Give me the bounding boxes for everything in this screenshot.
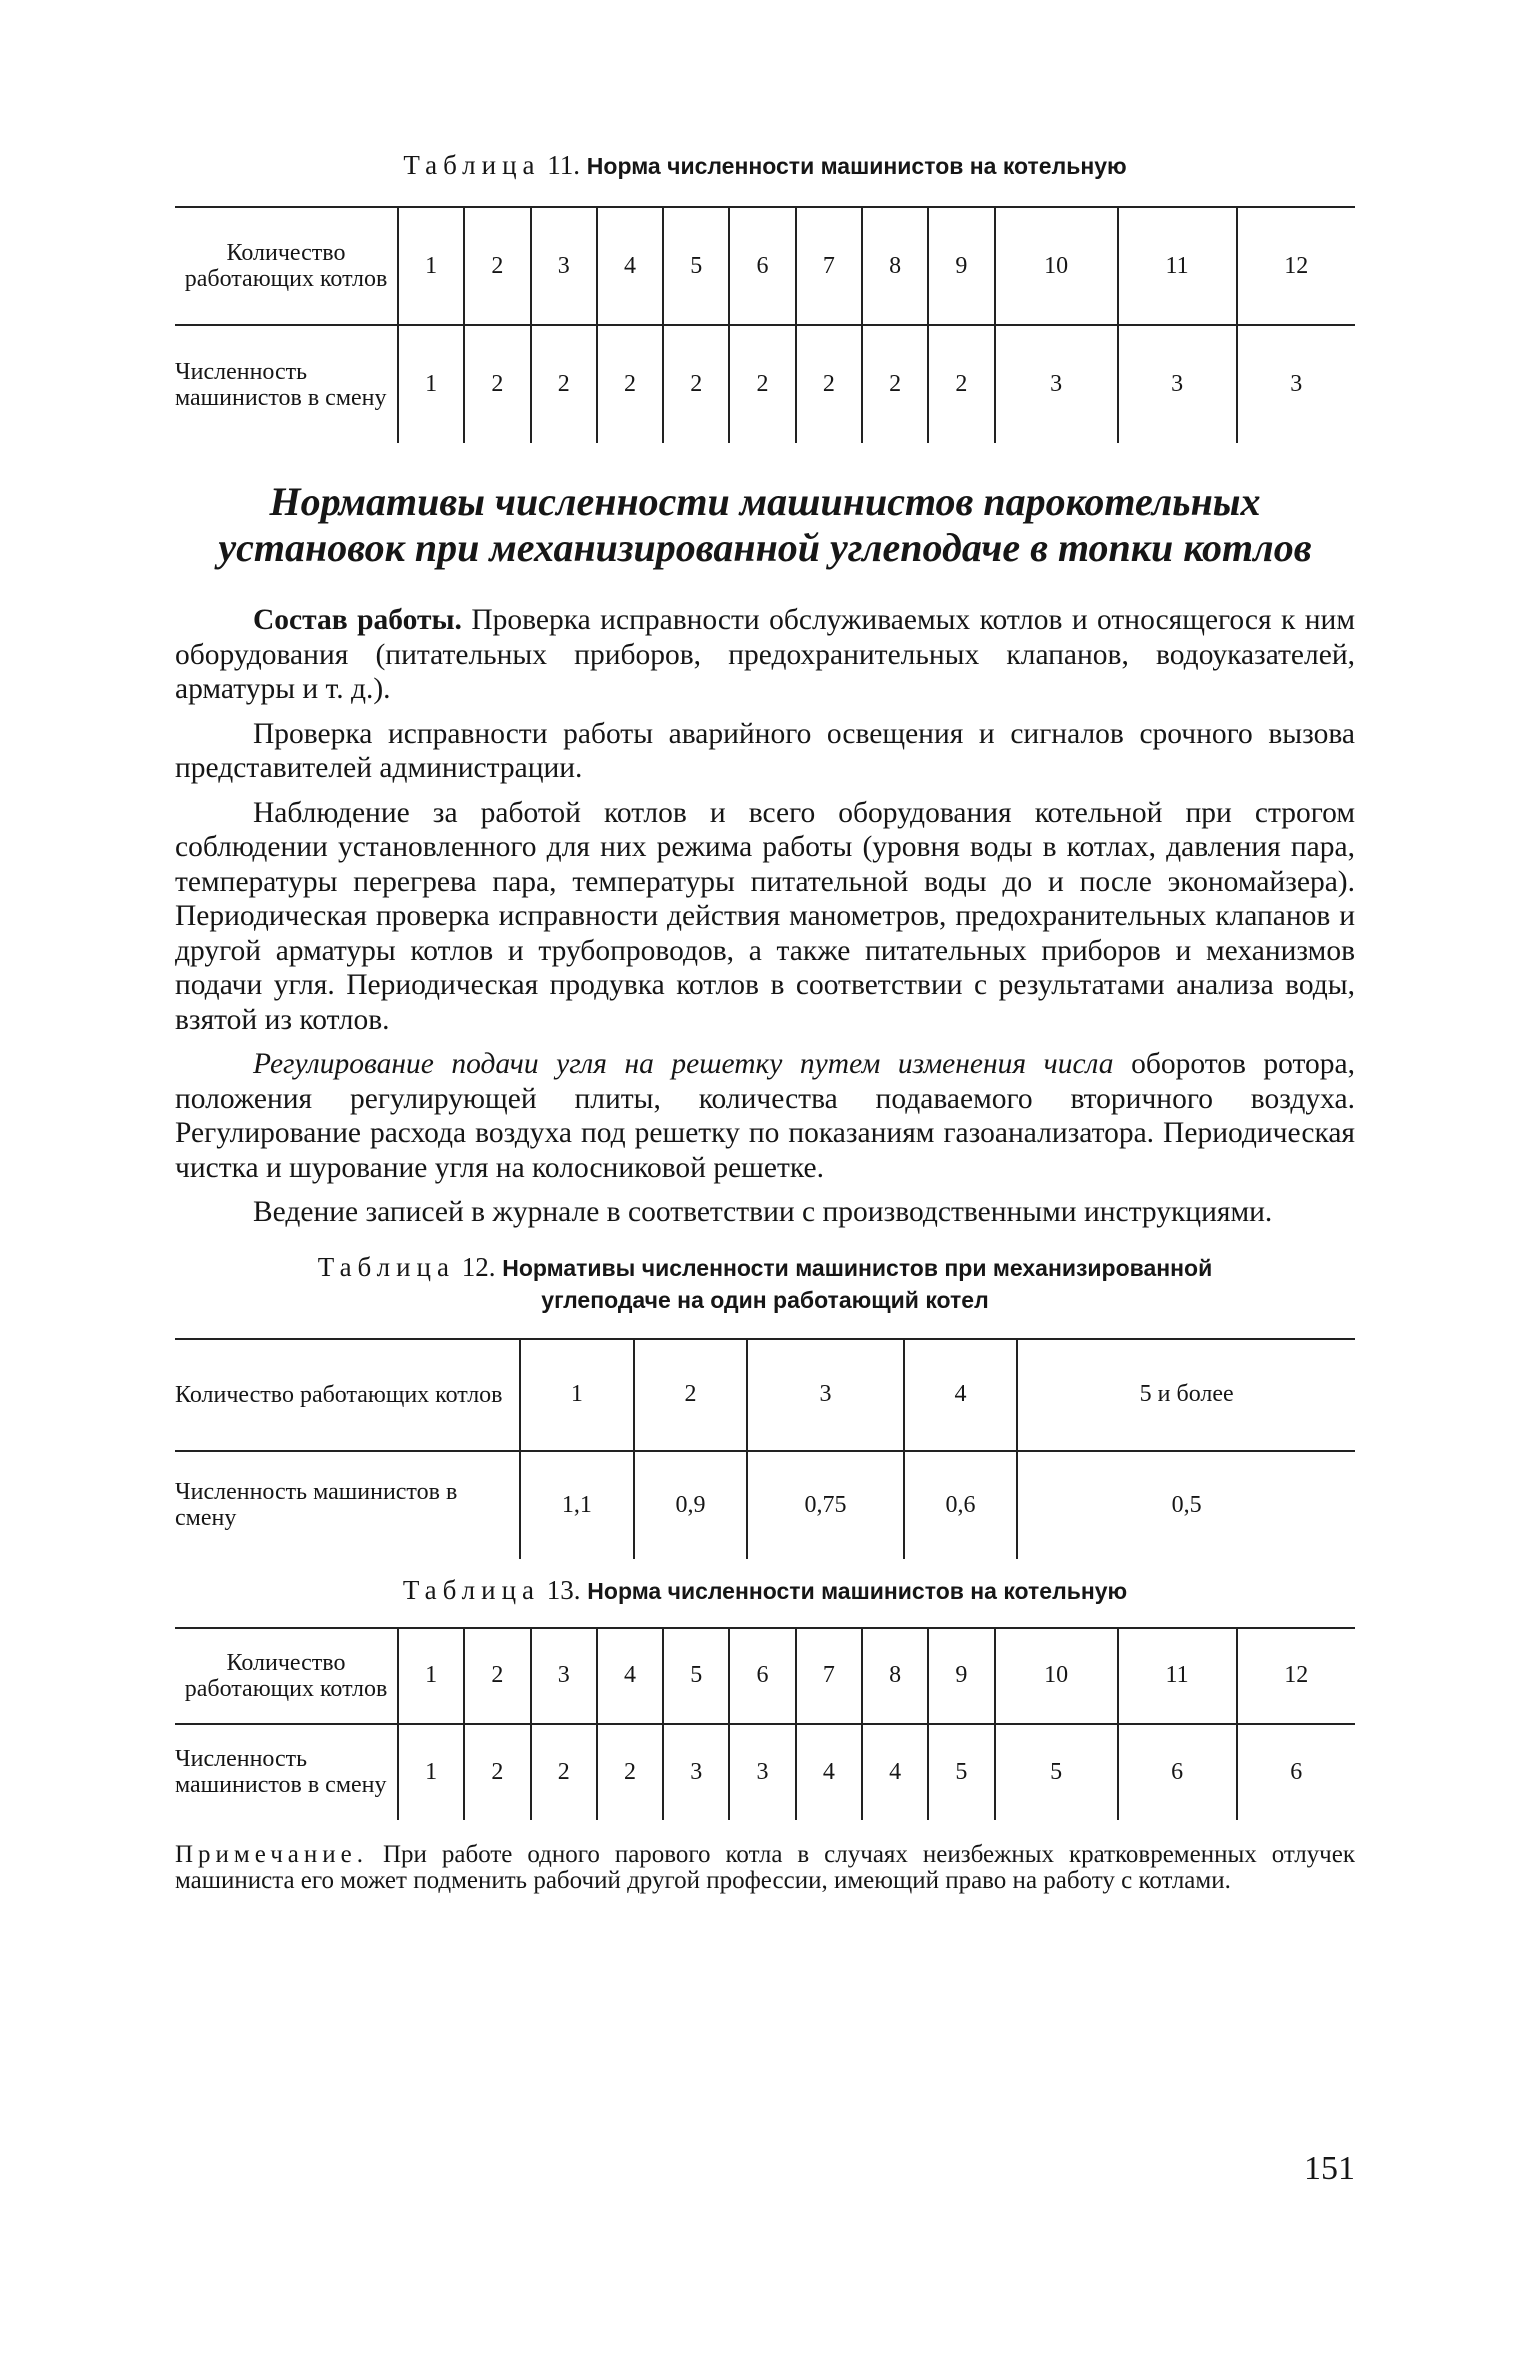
t12-row2-cell: 0,9 [634,1451,748,1559]
t12-row2-cell: 0,5 [1017,1451,1355,1559]
t11-row1-cell: 10 [995,207,1118,325]
t11-row2-cell: 2 [729,325,795,443]
table-11 [175,206,1355,443]
t12-row2-cell: 0,6 [904,1451,1018,1559]
t11-row2-cell: 2 [531,325,597,443]
table-11-number: 11. [547,150,581,180]
table-13-row-count [175,1628,1355,1724]
t13-row2-cell: 2 [531,1724,597,1820]
t12-row1-cell: 1 [520,1339,634,1451]
t13-row2-cell: 2 [597,1724,663,1820]
t11-row2-cell: 3 [1237,325,1355,443]
t11-row2-cell: 3 [1118,325,1237,443]
t13-row1-cell: 9 [928,1628,994,1724]
table-12-number: 12. [461,1251,496,1282]
table-13-row2-header: Численность машинистов в смену [175,1724,398,1820]
table-13-label: Таблица [402,1574,541,1605]
table-13-number: 13. [546,1574,581,1605]
t13-row2-cell: 2 [464,1724,530,1820]
table-12-title-line1: Нормативы численности машинистов при механизированной [502,1254,1213,1281]
table-11-row1-header: Количество работающих котлов [175,207,398,325]
t12-row2-cell: 1,1 [520,1451,634,1559]
t11-row2-cell: 2 [862,325,928,443]
body-text [175,603,1355,1230]
table-11-row-count [175,207,1355,325]
table-12-caption [175,1252,1355,1316]
t13-row1-cell: 11 [1118,1628,1237,1724]
table-13 [175,1627,1355,1820]
table-11-label: Таблица [403,150,541,180]
t11-row1-cell: 1 [398,207,464,325]
t11-row2-cell: 1 [398,325,464,443]
t11-row2-cell: 2 [796,325,862,443]
t11-row2-cell: 2 [663,325,729,443]
paragraph-lead: Состав работы. [253,604,462,636]
paragraph-records: Ведение записей в журнале в соответствии с производственными инструкциями. [253,1196,1273,1228]
table-12-row2-header: Численность машинистов в смену [175,1451,520,1559]
table-12-row1-header: Количество работающих котлов [175,1339,520,1451]
paragraph-observation: Наблюдение за работой котлов и всего оборудования котельной при строгом соблюдении установленного для них режима работы (уровня воды в котлах, давления пара, температуры перегрева пара, температуры питательной воды до и после экономайзера). Периодическая проверка исправности действия манометров, предохранительных клапанов и другой арматуры котлов и трубопроводов, а также питательных приборов и механизмов подачи угля. Периодическая продувка котлов в соответствии с результатами анализа воды, взятой из котлов. [175,796,1355,1036]
table-12-row-staff [175,1451,1355,1559]
t13-row1-cell: 5 [663,1628,729,1724]
t13-row2-cell: 3 [729,1724,795,1820]
t13-row2-cell: 6 [1118,1724,1237,1820]
t12-row1-cell: 2 [634,1339,748,1451]
table-11-row2-header: Численность машинистов в смену [175,325,398,443]
t11-row1-cell: 4 [597,207,663,325]
t13-row1-cell: 7 [796,1628,862,1724]
t13-row1-cell: 12 [1237,1628,1355,1724]
t13-row2-cell: 5 [928,1724,994,1820]
table-13-title: Норма численности машинистов на котельную [587,1577,1128,1604]
t13-row2-cell: 5 [995,1724,1118,1820]
table-11-title: Норма численности машинистов на котельную [586,153,1127,179]
t11-row2-cell: 2 [597,325,663,443]
paragraph-lighting-check: Проверка исправности работы аварийного освещения и сигналов срочного вызова представителей администрации. [175,717,1355,784]
t11-row1-cell: 5 [663,207,729,325]
table-12-label: Таблица [317,1251,455,1282]
paragraph-text: оборотов ротора, положения регулирующей плиты, количества подаваемого вторичного воздуха. Регулирование расхода воздуха под решетку по показаниям газоанализатора. Периодическая чистка и шурование угля на колосниковой решетке. [175,1048,1356,1184]
table-11-caption [175,150,1355,182]
table-11-row-staff [175,325,1355,443]
table-13-row1-header: Количество работающих котлов [175,1628,398,1724]
paragraph-italic-text: Регулирование подачи угля на решетку путем изменения числа [253,1048,1114,1080]
t11-row1-cell: 8 [862,207,928,325]
t11-row2-cell: 2 [928,325,994,443]
t11-row1-cell: 7 [796,207,862,325]
t11-row1-cell: 6 [729,207,795,325]
table-12-row-count [175,1339,1355,1451]
t13-row1-cell: 10 [995,1628,1118,1724]
paragraph-regulation [175,1047,1355,1185]
t13-row1-cell: 4 [597,1628,663,1724]
note-label: Примечание. [175,1840,369,1868]
paragraph-work-composition [175,603,1355,707]
t13-row2-cell: 6 [1237,1724,1355,1820]
t13-row1-cell: 3 [531,1628,597,1724]
table-12-title-line2: углеподаче на один работающий котел [541,1286,989,1313]
t13-row1-cell: 2 [464,1628,530,1724]
t12-row1-cell: 3 [747,1339,903,1451]
t11-row1-cell: 12 [1237,207,1355,325]
paragraph-text: Проверка исправности обслуживаемых котлов и относящегося к ним оборудования (питательных приборов, предохранительных клапанов, водоуказателей, арматуры и т. д.). [175,604,1356,705]
t13-row2-cell: 1 [398,1724,464,1820]
t13-row2-cell: 4 [796,1724,862,1820]
t13-row2-cell: 4 [862,1724,928,1820]
t11-row1-cell: 3 [531,207,597,325]
note-text: При работе одного парового котла в случаях неизбежных кратковременных отлучек машиниста его может подменить рабочий другой профессии, имеющий право на работу с котлами. [175,1840,1356,1894]
table-13-row-staff [175,1724,1355,1820]
t13-row1-cell: 6 [729,1628,795,1724]
t12-row2-cell: 0,75 [747,1451,903,1559]
table-13-caption [175,1575,1355,1607]
t12-row1-cell: 4 [904,1339,1018,1451]
table-12 [175,1338,1355,1559]
t13-row1-cell: 8 [862,1628,928,1724]
t11-row1-cell: 9 [928,207,994,325]
t11-row2-cell: 2 [464,325,530,443]
t13-row2-cell: 3 [663,1724,729,1820]
t12-row1-cell: 5 и более [1017,1339,1355,1451]
t13-row1-cell: 1 [398,1628,464,1724]
note [175,1842,1355,1894]
t11-row1-cell: 2 [464,207,530,325]
book-page [175,150,1355,1894]
section-heading: Нормативы численности машинистов парокотельных установок при механизированной углеподаче в топки котлов [218,479,1312,570]
t11-row1-cell: 11 [1118,207,1237,325]
page-number: 151 [1304,2150,1355,2187]
t11-row2-cell: 3 [995,325,1118,443]
